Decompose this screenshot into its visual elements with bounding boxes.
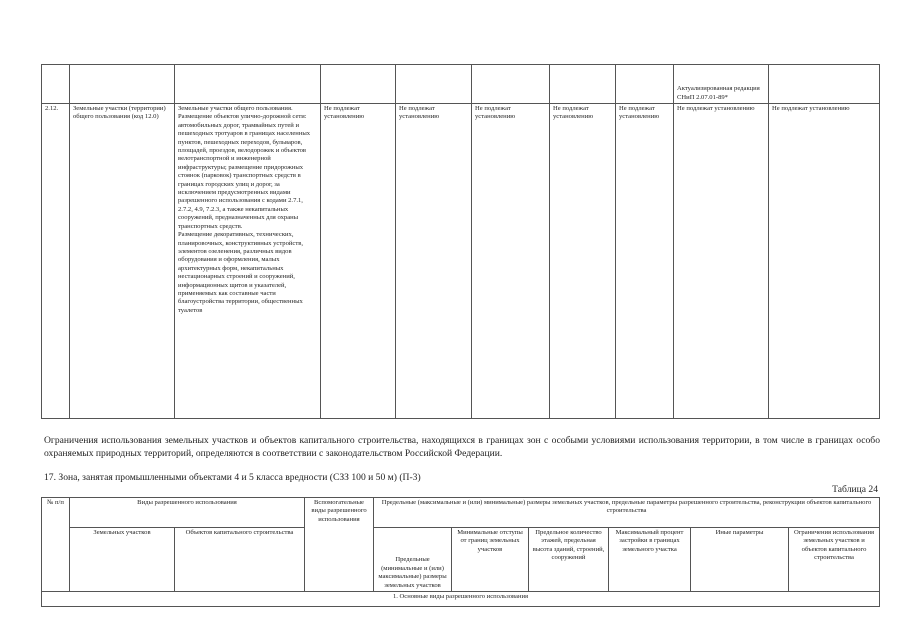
restrictions-paragraph: Ограничения использования земельных участков и объектов капитального строительства, находящихся в границах зон с особыми условиями использования территории, в том числе в границах особо охраняемых природных территорий, определяются в соответствии с законодательством Российской Федерации. xyxy=(44,435,880,459)
cell: Не подлежат установлению xyxy=(674,104,769,419)
zone-p3-table xyxy=(41,497,880,607)
use-type-name: Земельные участки (территории) общего пользования (код 12.0) xyxy=(70,104,175,419)
header-oks: Объектов капитального строительства xyxy=(175,528,305,592)
header-floors: Предельное количество этажей, предельная высота зданий, строений, сооружений xyxy=(529,528,609,592)
table-label: Таблица 24 xyxy=(832,484,878,495)
cell: Не подлежат установлению xyxy=(472,104,550,419)
zoning-table-continued xyxy=(41,64,880,419)
cell: Не подлежат установлению xyxy=(616,104,674,419)
section-row xyxy=(42,592,880,607)
header-restrict: Ограничения использования земельных участков и объектов капитального строительства xyxy=(789,528,880,592)
row-number: 2.12. xyxy=(42,104,70,419)
cell: Не подлежат установлению xyxy=(550,104,616,419)
use-type-description: Земельные участки общего пользования. Размещение объектов улично-дорожной сети: автомобильных дорог, трамвайных путей и пешеходных тротуаров в границах населенных пунктов, пешеходных переходов, бульваров, площадей, проездов, велодорожек и объектов велотранспортной и инженерной инфраструктуры; размещение придорожных стоянок (парковок) транспортных средств в границах городских улиц и дорог, за исключением предусмотренных видами разрешенного использования с кодами 2.7.1, 2.7.2, 4.9, 7.2.3, а также некапитальных сооружений, предназначенных для охраны транспортных средств. Размещение декоративных, технических, планировочных, конструктивных устройств, элементов озеленения, различных видов оборудования и оформления, малых архитектурных форм, некапитальных нестационарных строений и сооружений, информационных щитов и указателей, применяемых как составные части благоустройства территории, общественных туалетов xyxy=(175,104,321,419)
header-setback: Минимальные отступы от границ земельных участков xyxy=(452,528,529,592)
zone-heading: 17. Зона, занятая промышленными объектами 4 и 5 класса вредности (СЗЗ 100 и 50 м) (П-3) xyxy=(44,472,421,483)
header-land: Земельных участков xyxy=(70,528,175,592)
table-header-row xyxy=(42,498,880,528)
header-other: Иные параметры xyxy=(691,528,789,592)
header-note: Актуализированная редакция СНиП 2.07.01-89* xyxy=(674,65,769,104)
header-limits: Предельные (максимальные и (или) минимальные) размеры земельных участков, предельные параметры разрешенного строительства, реконструкции объектов капитального строительства xyxy=(374,498,880,528)
header-num: № п/п xyxy=(42,498,70,592)
table-subheader-row xyxy=(42,528,880,592)
header-coverage: Максимальный процент застройки в границах земельного участка xyxy=(609,528,691,592)
table-header-row xyxy=(42,65,880,104)
header-aux: Вспомогательные виды разрешенного использования xyxy=(305,498,374,592)
header-types: Виды разрешенного использования xyxy=(70,498,305,528)
table-row xyxy=(42,104,880,419)
cell: Не подлежат установлению xyxy=(396,104,472,419)
cell: Не подлежат установлению xyxy=(769,104,880,419)
cell: Не подлежат установлению xyxy=(321,104,396,419)
header-sizes: Предельные (минимальные и (или) максимальные) размеры земельных участков xyxy=(374,528,452,592)
section-title: 1. Основные виды разрешенного использования xyxy=(42,592,880,607)
